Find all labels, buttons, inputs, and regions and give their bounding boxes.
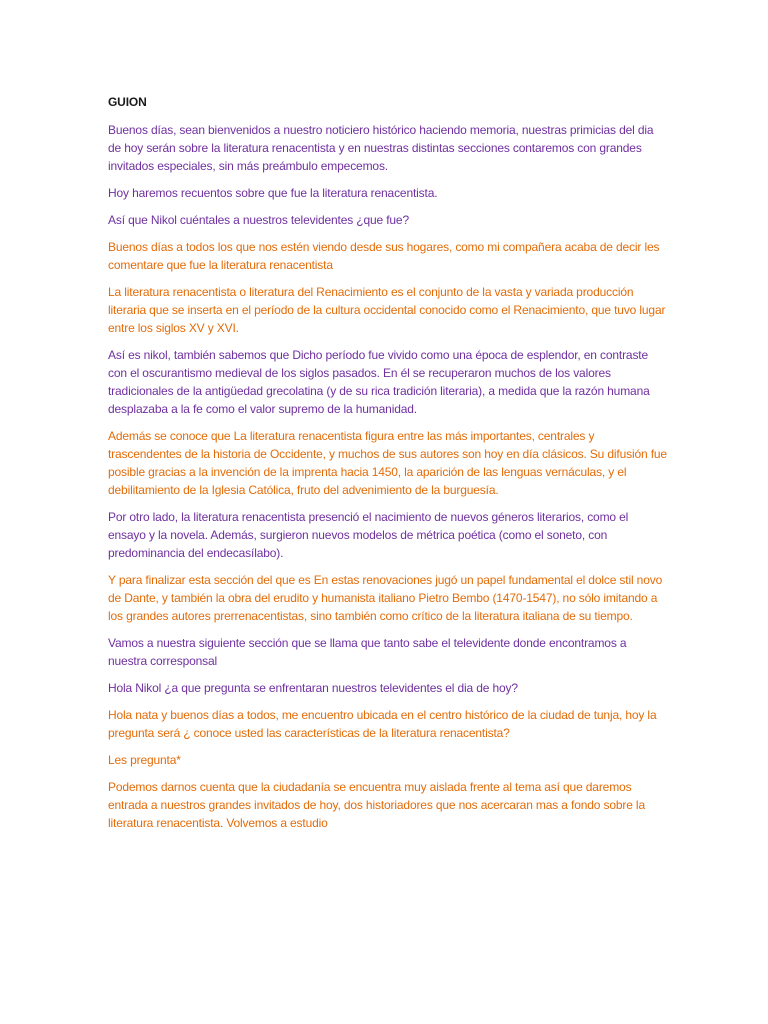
paragraph-12: Hola nata y buenos días a todos, me encuentro ubicada en el centro histórico de la ciudad de tunja, hoy la pregunta será ¿ conoce usted las características de la literatura renacentista? bbox=[108, 708, 657, 740]
paragraph-11: Hola Nikol ¿a que pregunta se enfrentaran nuestros televidentes el dia de hoy? bbox=[108, 681, 518, 695]
paragraph-4: Buenos días a todos los que nos estén viendo desde sus hogares, como mi compañera acaba de decir les comentare que fue la literatura renacentista bbox=[108, 240, 660, 272]
paragraph-3: Así que Nikol cuéntales a nuestros televidentes ¿que fue? bbox=[108, 213, 409, 227]
paragraph-9: Y para finalizar esta sección del que es En estas renovaciones jugó un papel fundamental el dolce stil novo de Dante, y también la obra del erudito y humanista italiano Pietro Bembo (1470-1547), no sólo imitando a los grandes autores prerrenacentistas, sino también como crítico de la literatura italiana de su tiempo. bbox=[108, 573, 663, 623]
paragraph-1: Buenos días, sean bienvenidos a nuestro noticiero histórico haciendo memoria, nuestras primicias del dia de hoy serán sobre la literatura renacentista y en nuestras distintas secciones contaremos con grandes invitados especiales, sin más preámbulo empecemos. bbox=[108, 123, 654, 173]
paragraph-8: Por otro lado, la literatura renacentista presenció el nacimiento de nuevos géneros literarios, como el ensayo y la novela. Además, surgieron nuevos modelos de métrica poética (como el soneto, con predominancia del endecasílabo). bbox=[108, 510, 629, 560]
paragraph-10: Vamos a nuestra siguiente sección que se llama que tanto sabe el televidente donde encontramos a nuestra corresponsal bbox=[108, 636, 627, 668]
paragraph-6: Así es nikol, también sabemos que Dicho período fue vivido como una época de esplendor, en contraste con el oscurantismo medieval de los siglos pasados. En él se recuperaron muchos de los valores tradicionales de la antigüedad grecolatina (y de su rica tradición literaria), a medida que la razón humana desplazaba a la fe como el valor supremo de la humanidad. bbox=[108, 348, 650, 416]
document-title: GUION bbox=[108, 95, 147, 109]
paragraph-14: Podemos darnos cuenta que la ciudadanía se encuentra muy aislada frente al tema así que daremos entrada a nuestros grandes invitados de hoy, dos historiadores que nos acercaran mas a fondo sobre la literatura renacentista. Volvemos a estudio bbox=[108, 780, 645, 830]
paragraph-13: Les pregunta* bbox=[108, 753, 181, 767]
paragraph-2: Hoy haremos recuentos sobre que fue la literatura renacentista. bbox=[108, 186, 438, 200]
paragraph-5: La literatura renacentista o literatura del Renacimiento es el conjunto de la vasta y variada producción literaria que se inserta en el período de la cultura occidental conocido como el Renacimiento, que tuvo lugar entre los siglos XV y XVI. bbox=[108, 285, 666, 335]
paragraph-7: Además se conoce que La literatura renacentista figura entre las más importantes, centrales y trascendentes de la historia de Occidente, y muchos de sus autores son hoy en día clásicos. Su difusión fue posible gracias a la invención de la imprenta hacia 1450, la aparición de las lenguas vernáculas, y el debilitamiento de la Iglesia Católica, fruto del advenimiento de la burguesía. bbox=[108, 429, 667, 497]
document-page bbox=[108, 93, 668, 841]
